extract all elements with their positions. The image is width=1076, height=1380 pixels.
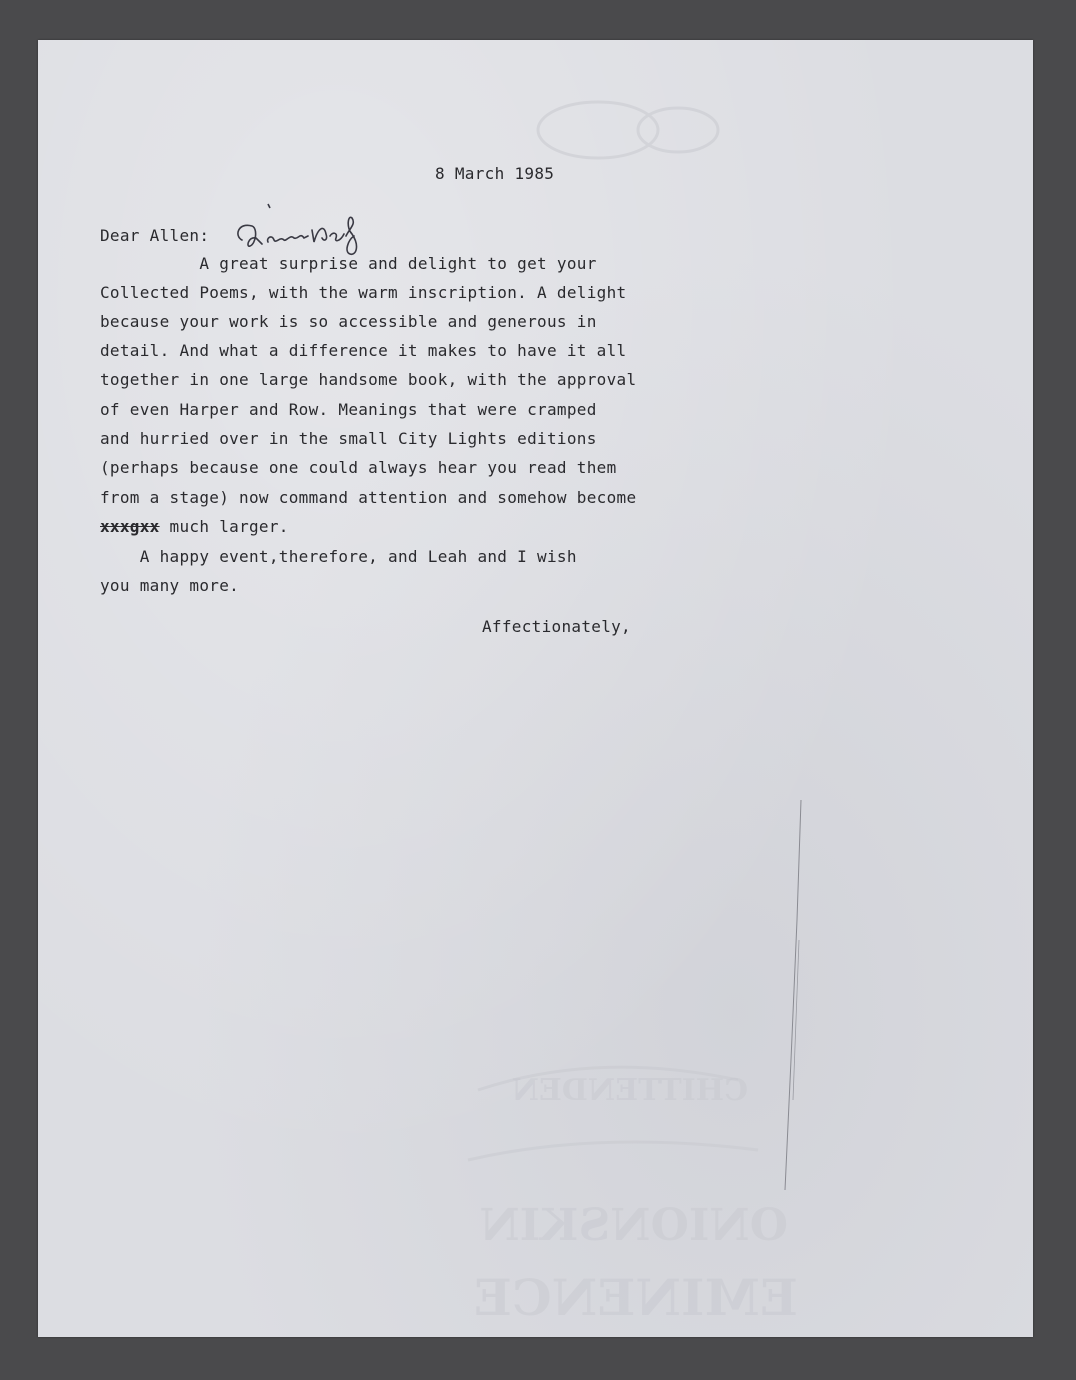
body-line: and hurried over in the small City Lights editions	[100, 429, 597, 448]
closing: Affectionately,	[482, 617, 631, 636]
body-line: detail. And what a difference it makes to have it all	[100, 341, 627, 360]
body-line: because your work is so accessible and generous in	[100, 312, 597, 331]
letter-date: 8 March 1985	[435, 164, 555, 183]
body-line: (perhaps because one could always hear you read them	[100, 458, 617, 477]
salutation: Dear Allen:	[100, 226, 210, 245]
struck-out-word: xxxgxx	[100, 517, 160, 536]
handwritten-annotation	[228, 178, 368, 263]
body-line: you many more.	[100, 576, 240, 595]
body-line: from a stage) now command attention and somehow become	[100, 488, 637, 507]
body-line: of even Harper and Row. Meanings that were cramped	[100, 400, 597, 419]
svg-text:CHITTENDEN: CHITTENDEN	[511, 1073, 748, 1108]
body-line: Collected Poems, with the warm inscription. A delight	[100, 283, 627, 302]
svg-text:ONIONSKIN: ONIONSKIN	[479, 1200, 788, 1251]
body-line: A great surprise and delight to get your	[100, 254, 597, 273]
body-line	[100, 517, 289, 536]
svg-text:EMINENCE: EMINENCE	[473, 1268, 798, 1327]
body-line-text: much larger.	[159, 517, 289, 536]
body-line: A happy event,therefore, and Leah and I wish	[100, 547, 577, 566]
pencil-mark	[763, 800, 823, 1200]
body-line: together in one large handsome book, with the approval	[100, 370, 637, 389]
